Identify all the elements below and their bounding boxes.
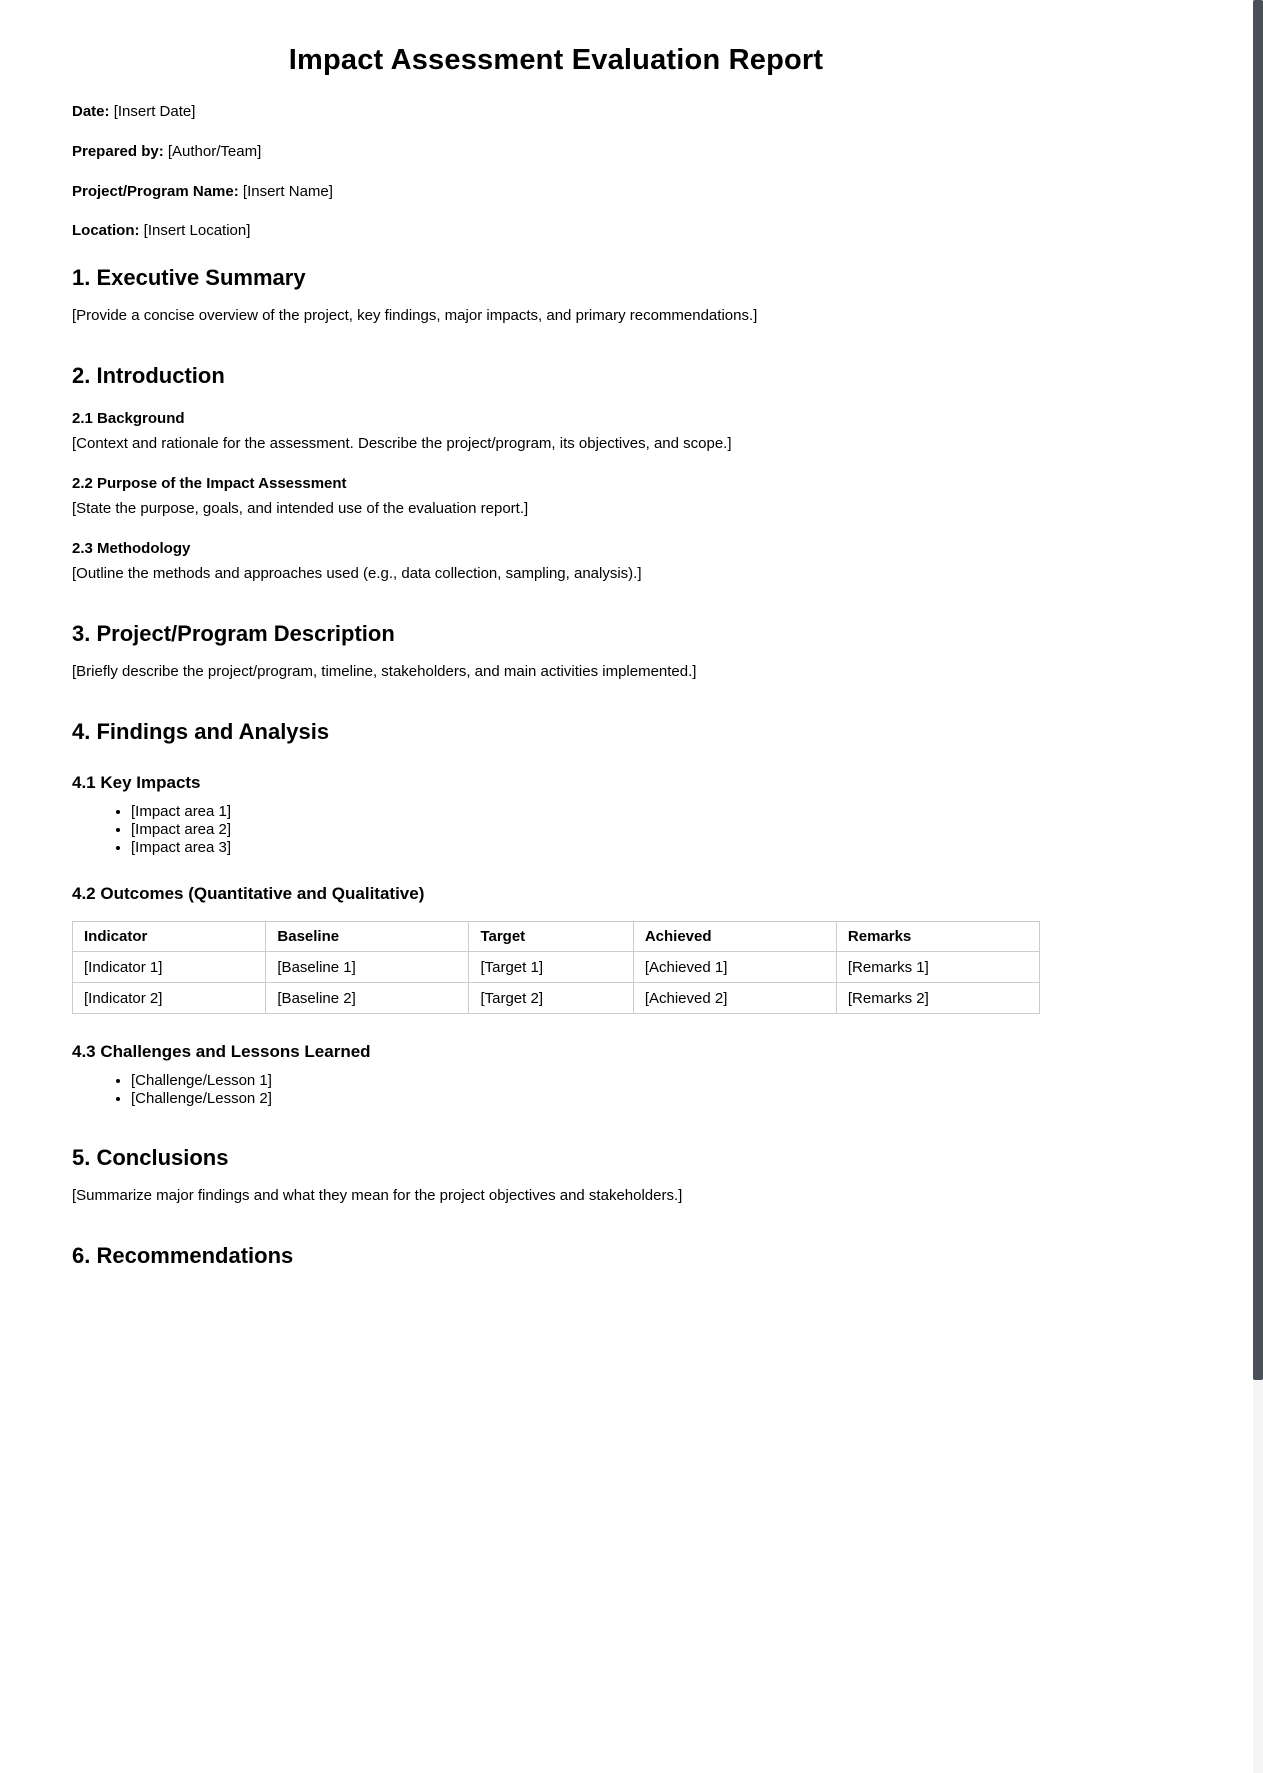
meta-value-project-name: [Insert Name]: [242, 182, 333, 200]
meta-label-prepared-by: Prepared by:: [72, 142, 164, 160]
meta-line-project-name: [72, 183, 1040, 202]
background-body: [Context and rationale for the assessment. Describe the project/program, its objectives, and scope.]: [72, 435, 732, 452]
heading-introduction: 2. Introduction: [72, 363, 225, 388]
list-item: • [Impact area 2]: [131, 822, 1040, 839]
heading-outcomes: 4.2 Outcomes (Quantitative and Qualitative): [72, 884, 425, 904]
list-item: • [Impact area 3]: [131, 840, 1040, 857]
purpose-body: [State the purpose, goals, and intended use of the evaluation report.]: [72, 500, 529, 517]
document-title: Impact Assessment Evaluation Report: [288, 44, 824, 76]
column-header-indicator: Indicator: [73, 922, 266, 952]
heading-challenges: 4.3 Challenges and Lessons Learned: [72, 1042, 371, 1062]
heading-executive-summary: 1. Executive Summary: [72, 265, 306, 290]
table-cell: [Achieved 2]: [633, 983, 836, 1014]
heading-conclusions: 5. Conclusions: [72, 1144, 229, 1170]
table-header-row: [73, 922, 1040, 952]
table-cell: [Remarks 2]: [836, 983, 1039, 1014]
heading-findings: 4. Findings and Analysis: [72, 719, 330, 744]
table-cell: [Remarks 1]: [836, 952, 1039, 983]
document-page: [72, 0, 1040, 1269]
heading-purpose: 2.2 Purpose of the Impact Assessment: [72, 475, 347, 492]
scrollbar-track[interactable]: [1253, 0, 1263, 1773]
column-header-target: Target: [469, 922, 633, 952]
methodology-body: [Outline the methods and approaches used (e.g., data collection, sampling, analysis).]: [72, 565, 642, 582]
table-cell: [Target 2]: [469, 983, 633, 1014]
list-item: • [Challenge/Lesson 2]: [131, 1091, 1040, 1108]
column-header-remarks: Remarks: [836, 922, 1039, 952]
table-cell: [Baseline 2]: [266, 983, 469, 1014]
table-row: [73, 983, 1040, 1014]
table-cell: [Baseline 1]: [266, 952, 469, 983]
table-cell: [Achieved 1]: [633, 952, 836, 983]
table-cell: [Target 1]: [469, 952, 633, 983]
table-row: [73, 952, 1040, 983]
executive-summary-body: [Provide a concise overview of the project, key findings, major impacts, and primary recommendations.]: [72, 307, 758, 324]
meta-value-date: [Insert Date]: [113, 103, 196, 120]
table-cell: [Indicator 1]: [73, 952, 266, 983]
meta-label-location: Location:: [72, 222, 140, 240]
table-cell: [Indicator 2]: [73, 983, 266, 1014]
project-description-body: [Briefly describe the project/program, timeline, stakeholders, and main activities implemented.]: [72, 663, 697, 680]
meta-line-prepared-by: [72, 143, 1040, 162]
heading-background: 2.1 Background: [72, 410, 185, 427]
list-item: • [Challenge/Lesson 1]: [131, 1073, 1040, 1090]
heading-methodology: 2.3 Methodology: [72, 540, 191, 557]
meta-line-location: [72, 222, 1040, 241]
column-header-baseline: Baseline: [266, 922, 469, 952]
meta-line-date: [72, 103, 1040, 122]
challenges-list: [72, 1073, 1040, 1108]
column-header-achieved: Achieved: [633, 922, 836, 952]
outcomes-table: [72, 921, 1040, 1014]
meta-value-location: [Insert Location]: [143, 222, 251, 240]
heading-recommendations: 6. Recommendations: [72, 1242, 294, 1268]
meta-label-date: Date:: [72, 103, 110, 120]
scrollbar-thumb[interactable]: [1253, 0, 1263, 1380]
heading-project-description: 3. Project/Program Description: [72, 621, 395, 646]
heading-key-impacts: 4.1 Key Impacts: [72, 773, 201, 792]
list-item: • [Impact area 1]: [131, 804, 1040, 821]
key-impacts-list: [72, 804, 1040, 856]
conclusions-body: [Summarize major findings and what they mean for the project objectives and stakeholders.]: [72, 1186, 683, 1204]
meta-value-prepared-by: [Author/Team]: [167, 142, 262, 160]
meta-label-project-name: Project/Program Name:: [72, 182, 239, 200]
